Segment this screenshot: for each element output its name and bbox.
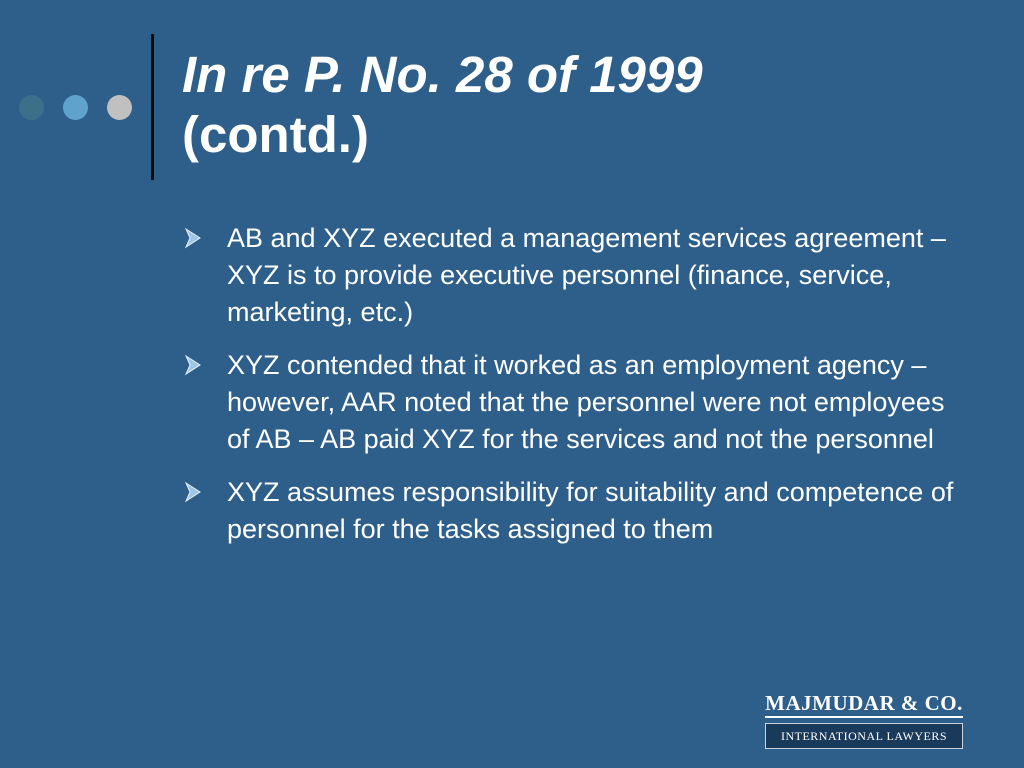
bullet-text: XYZ contended that it worked as an employment agency – however, AAR noted that the personnel were not employees of AB – AB paid XYZ for the services and not the personnel	[227, 350, 945, 454]
title-divider	[151, 34, 154, 180]
bullet-list	[181, 220, 961, 564]
slide-title	[182, 45, 982, 165]
logo-tagline: INTERNATIONAL LAWYERS	[765, 723, 963, 749]
list-item	[181, 220, 961, 331]
bullet-text: XYZ assumes responsibility for suitability and competence of personnel for the tasks assigned to them	[227, 477, 954, 544]
list-item	[181, 347, 961, 458]
arrow-bullet-icon	[183, 481, 203, 503]
slide-title-line2: (contd.)	[182, 106, 369, 163]
arrow-bullet-icon	[183, 354, 203, 376]
firm-logo	[765, 690, 963, 749]
dot-icon	[107, 95, 132, 120]
logo-name: MAJMUDAR & CO.	[765, 691, 963, 715]
dot-icon	[63, 95, 88, 120]
slide-title-line1: In re P. No. 28 of 1999	[182, 46, 703, 103]
logo-underline	[765, 716, 963, 718]
bullet-text: AB and XYZ executed a management services agreement – XYZ is to provide executive personnel (finance, service, marketing, etc.)	[227, 223, 946, 327]
list-item	[181, 474, 961, 548]
arrow-bullet-icon	[183, 227, 203, 249]
decorative-dots	[19, 93, 134, 121]
dot-icon	[19, 95, 44, 120]
